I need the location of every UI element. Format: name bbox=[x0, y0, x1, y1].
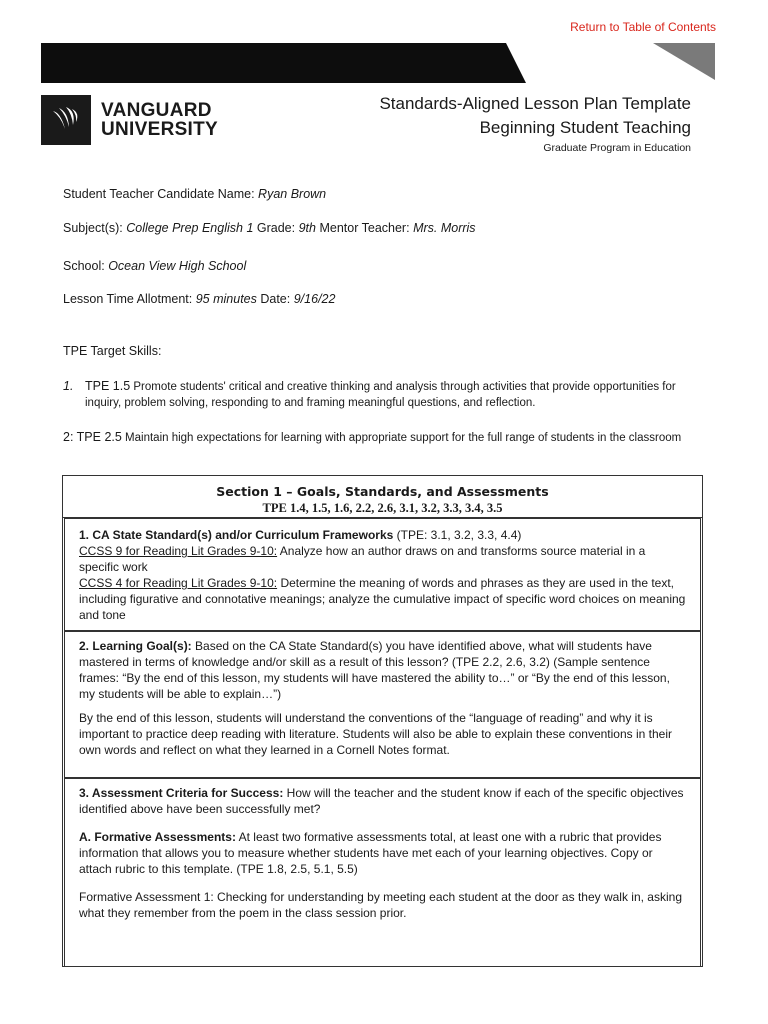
document-title: Standards-Aligned Lesson Plan Template bbox=[379, 94, 691, 113]
time-date-line: Lesson Time Allotment: 95 minutes Date: 9/16/22 bbox=[63, 292, 336, 306]
program-name: Graduate Program in Education bbox=[543, 142, 691, 154]
document-header bbox=[379, 92, 691, 154]
university-logo bbox=[41, 95, 218, 145]
section-1-header bbox=[63, 476, 702, 518]
subject-value: College Prep English 1 bbox=[126, 221, 254, 235]
date-value: 9/16/22 bbox=[293, 292, 336, 306]
standards-heading: 1. CA State Standard(s) and/or Curriculum Frameworks bbox=[79, 528, 394, 542]
section-1-tpe: TPE 1.4, 1.5, 1.6, 2.2, 2.6, 3.1, 3.2, 3.3, 3.4, 3.5 bbox=[262, 501, 503, 515]
time-value: 95 minutes bbox=[195, 292, 257, 306]
tpe-heading: TPE Target Skills: bbox=[63, 344, 162, 358]
learning-goals-box: 2. Learning Goal(s): Based on the CA State Standard(s) you have identified above, what will students have mastered in terms of knowledge and/or skill as a result of this lesson? (TPE 2.2, 2.6, 3.2) (Sample sentence frames: “By the end of this lesson, my students will have mastered the ability to…” or “By the end of this lesson, my students will be able to explain…”) By the end of this lesson, students will understand the conventions of the “language of reading” and why it is important to practice deep reading with literature. Students will also be able to explain these conventions in their own words and reflect on what they learned in a Cornell Notes format. bbox=[64, 631, 701, 778]
candidate-name: Ryan Brown bbox=[258, 187, 327, 201]
grade-value: 9th bbox=[298, 221, 316, 235]
candidate-name-line: Student Teacher Candidate Name: Ryan Brown bbox=[63, 187, 327, 201]
assessment-criteria-heading: 3. Assessment Criteria for Success: bbox=[79, 786, 284, 800]
tpe-target-skills bbox=[63, 343, 713, 446]
tpe-item-2: 2: TPE 2.5 Maintain high expectations for learning with appropriate support for the full range of students in the classroom bbox=[63, 430, 682, 444]
learning-goals-heading: 2. Learning Goal(s): bbox=[79, 639, 192, 653]
document-subtitle: Beginning Student Teaching bbox=[479, 118, 691, 137]
logo-line-1: VANGUARD bbox=[101, 100, 212, 121]
learning-goals-answer: By the end of this lesson, students will understand the conventions of the “language of reading” and why it is important to practice deep reading with literature. Students will also be able to explain these conventions in their own words and reflect on what they learned in a Cornell Notes format. bbox=[79, 711, 673, 757]
return-to-toc-link[interactable]: Return to Table of Contents bbox=[570, 20, 716, 34]
standards-box: 1. CA State Standard(s) and/or Curriculum Frameworks (TPE: 3.1, 3.2, 3.3, 4.4) CCSS 9 for Reading Lit Grades 9-10: Analyze how an author draws on and transforms source material in a specific work CCSS 4 for Reading Lit Grades 9-10: Determine the meaning of words and phrases as they are used in the text, including figurative and connotative meanings; analyze the cumulative impact of specific word choices on meaning and tone bbox=[64, 518, 701, 631]
formative-assessment-1: Formative Assessment 1: Checking for understanding by meeting each student at the door as they walk in, asking what they remember from the poem in the class session prior. bbox=[79, 890, 682, 920]
logo-line-2: UNIVERSITY bbox=[101, 119, 219, 140]
section-1-title: Section 1 – Goals, Standards, and Assessments bbox=[216, 484, 549, 499]
ccss4-link: CCSS 4 for Reading Lit Grades 9-10: bbox=[79, 576, 278, 590]
vanguard-wings-icon bbox=[41, 95, 91, 145]
ccss9-link: CCSS 9 for Reading Lit Grades 9-10: bbox=[79, 544, 278, 558]
school-line: School: Ocean View High School bbox=[63, 259, 247, 273]
section-1-table bbox=[62, 475, 703, 967]
mentor-value: Mrs. Morris bbox=[413, 221, 476, 235]
formative-assessments: A. Formative Assessments: At least two formative assessments total, at least one with a rubric that provides information that allows you to measure whether students have met each of your learning objectives. Copy or attach rubric to this template. (TPE 1.8, 2.5, 5.1, 5.5) bbox=[79, 830, 662, 876]
school-value: Ocean View High School bbox=[108, 259, 247, 273]
header-banner bbox=[41, 43, 715, 83]
assessment-criteria-box: 3. Assessment Criteria for Success: How will the teacher and the student know if each of the specific objectives identified above have been successfully met? A. Formative Assessments: At least two formative assessments total, at least one with a rubric that provides information that allows you to measure whether students have met each of your learning objectives. Copy or attach rubric to this template. (TPE 1.8, 2.5, 5.1, 5.5) Formative Assessment 1: Checking for understanding by meeting each student at the door as they walk in, asking what they remember from the poem in the class session prior. bbox=[64, 778, 701, 966]
tpe-item-1: 1. TPE 1.5 Promote students' critical and creative thinking and analysis through activities that provide opportunities for inquiry, problem solving, responding to and framing meaningful questions, and reflection. bbox=[63, 379, 676, 409]
subjects-line: Subject(s): College Prep English 1 Grade: 9th Mentor Teacher: Mrs. Morris bbox=[63, 221, 476, 235]
